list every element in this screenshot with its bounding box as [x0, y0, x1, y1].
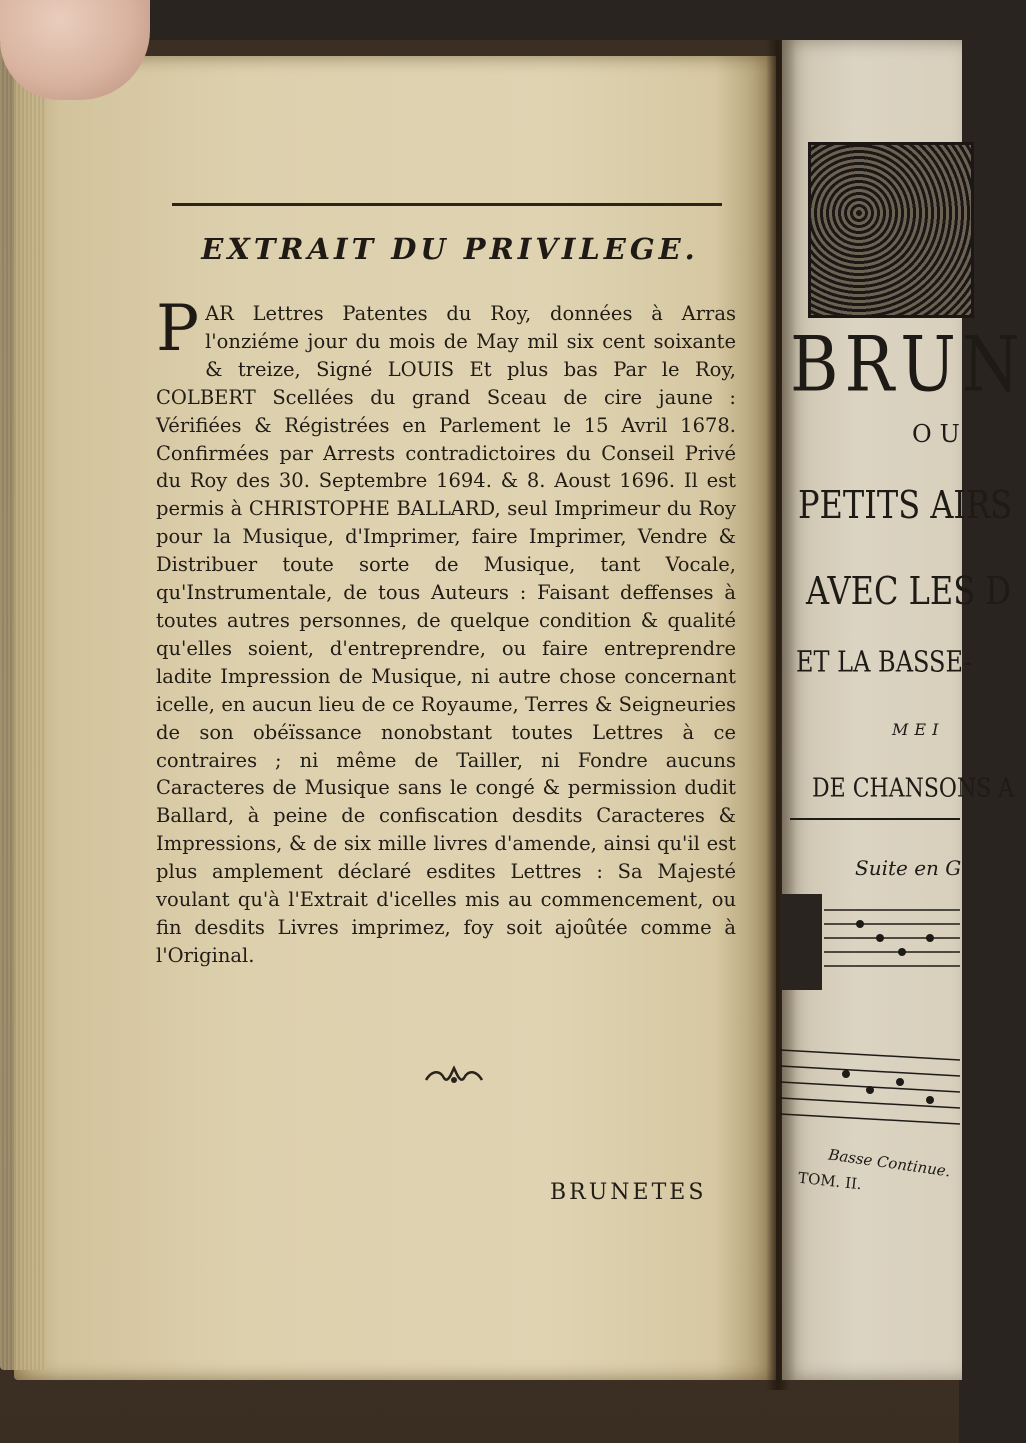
fleuron-ornament-icon: [422, 1062, 486, 1088]
tome-label: TOM. II.: [797, 1168, 863, 1194]
right-rule: [790, 818, 960, 820]
basse-continue-label: Basse Continue.: [827, 1145, 952, 1181]
title-line-2: AVEC LES D: [806, 568, 1011, 614]
privilege-body: AR Lettres Patentes du Roy, données à Arras l'onziéme jour du mois de May mil six cent soixante & treize, Signé LOUIS Et plus bas Par le Roy, COLBERT Scellées du grand Sceau de cire jaune : Vérifiées & Régistrées en Parlement le 15 Avril 1678. Confirmées par Arrests contradictoires du Conseil Privé du Roy des 30. Septembre 1694. & 8. Aoust 1696. Il est permis à CHRISTOPHE BALLARD, seul Imprimeur du Roy pour la Musique, d'Imprimer, faire Imprimer, Vendre & Distribuer toute sorte de Musique, tant Vocale, qu'Instrumentale, de tous Auteurs : Faisant deffenses à toutes autres personnes, de quelque condition & qualité qu'elles soient, d'entreprendre, ou faire entreprendre ladite Impression de Musique, ni autre chose concernant icelle, en aucun lieu de ce Royaume, Terres & Seigneuries de son obéïssance nonobstant toutes Lettres à ce contraires ; ni même de Tailler, ni Fondre aucuns Caracteres de Musique sans le congé & permission dudit Ballard, à peine de confiscation desdits Caracteres & Impressions, & de six mille livres d'amende, ainsi qu'il est plus amplement déclaré esdites Lettres : Sa Majesté voulant qu'à l'Extrait d'icelles mis au commencement, ou fin desdits Livres imprimez, foy soit ajoûtée comme à l'Original.: [156, 302, 736, 967]
page-edges: [0, 40, 46, 1370]
woodcut-ornament-icon: [808, 142, 974, 318]
title-line-5: DE CHANSONS A: [812, 773, 1015, 804]
title-line-3: ET LA BASSE-: [796, 645, 972, 679]
music-staff-2-icon: [780, 1030, 960, 1150]
title-line-4: MEI: [892, 720, 945, 739]
title-ou: OU: [912, 420, 968, 448]
catchword: BRUNETES: [550, 1180, 707, 1205]
drop-cap: P: [156, 292, 200, 366]
music-staff-1-icon: [780, 890, 960, 1000]
header-rule: [172, 203, 722, 206]
title-fragment: BRUN: [790, 320, 1026, 409]
suite-heading: Suite en G: [855, 856, 962, 880]
title-line-1: PETITS AIRS: [798, 482, 1013, 528]
privilege-text: [156, 292, 736, 970]
privilege-title: EXTRAIT DU PRIVILEGE.: [201, 232, 699, 266]
